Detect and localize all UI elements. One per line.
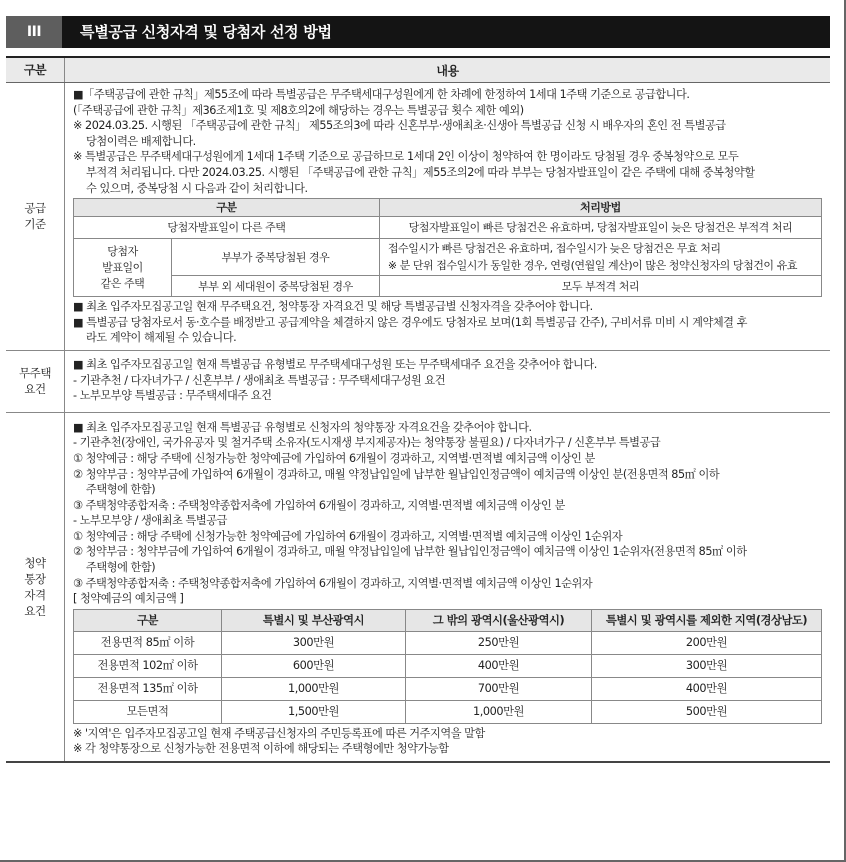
text-line: - 기관추천 / 다자녀가구 / 신혼부부 / 생애최초 특별공급 : 무주택세대구성원 요건 (73, 373, 446, 387)
table-row (74, 199, 822, 217)
table-row (74, 239, 822, 276)
inner-header-category: 구분 (74, 199, 380, 217)
text-line: 주택형에 한함) (86, 483, 156, 497)
account-content (65, 413, 830, 761)
account-label: 청약 통장 자격 요건 (6, 413, 65, 761)
section-title: 특별공급 신청자격 및 당첨자 선정 방법 (80, 23, 332, 41)
cell (379, 239, 821, 276)
deposit-table (73, 609, 822, 724)
table-row (74, 700, 822, 723)
cell: 전용면적 135㎡ 이하 (74, 677, 222, 700)
cell: 당첨자발표일이 다른 주택 (74, 217, 380, 239)
cell: 1,000만원 (406, 700, 592, 723)
text-line: ■ 최초 입주자모집공고일 현재 특별공급 유형별로 신청자의 청약통장 자격요건을 갖추어야 합니다. (73, 420, 532, 434)
cell: 전용면적 102㎡ 이하 (74, 654, 222, 677)
supply-criteria-label: 공급 기준 (6, 83, 65, 350)
table-row (74, 609, 822, 631)
text-line: ■「주택공급에 관한 규칙」제55조에 따라 특별공급은 무주택세대구성원에게 한 차례에 한정하여 1세대 1주택 기준으로 공급합니다. (73, 88, 690, 101)
table-row (74, 631, 822, 654)
text-line: ② 청약부금 : 청약부금에 가입하여 6개월이 경과하고, 매월 약정납입일에 납부한 월납입인정금액이 예치금액 이상인 분(전용면적 85㎡ 이하 (73, 467, 720, 481)
cell: 전용면적 85㎡ 이하 (74, 631, 222, 654)
text-line: - 노부모부양 / 생애최초 특별공급 (73, 514, 227, 528)
no-house-row (6, 351, 830, 413)
duplicate-win-table (73, 198, 822, 297)
text-line: ③ 주택청약종합저축 : 주택청약종합저축에 가입하여 6개월이 경과하고, 지역별·면적별 예치금액 이상인 분 (73, 498, 565, 512)
text-line: 당첨이력은 배제합니다. (86, 134, 196, 148)
text-line: 부적격 처리됩니다. 다만 2024.03.25. 시행된 「주택공급에 관한 규칙」제55조의2에 따라 부부는 당첨자발표일이 같은 주택에 대해 중복청약할 (86, 165, 755, 179)
text-line: 주택형에 한함) (86, 561, 156, 575)
cell: 300만원 (222, 631, 406, 654)
cell-line: 접수일시가 빠른 당첨건은 유효하며, 접수일시가 늦은 당첨건은 무효 처리 (387, 242, 721, 256)
account-row (6, 413, 830, 763)
cell-line: ※ 분 단위 접수일시가 동일한 경우, 연령(연월일 계산)이 많은 청약신청자의 당첨건이 유효 (387, 259, 798, 273)
text-line: ■ 최초 입주자모집공고일 현재 무주택요건, 청약통장 자격요건 및 해당 특별공급별 신청자격을 갖추어야 합니다. (73, 300, 593, 314)
cell-group: 당첨자 발표일이 같은 주택 (74, 239, 172, 297)
header-content: 내용 (436, 63, 459, 78)
text-line: ② 청약부금 : 청약부금에 가입하여 6개월이 경과하고, 매월 약정납입일에 납부한 월납입인정금액이 예치금액 이상인 1순위자(전용면적 85㎡ 이하 (73, 545, 747, 559)
cell: 200만원 (592, 631, 822, 654)
cell: 700만원 (406, 677, 592, 700)
supply-criteria-row (6, 83, 830, 351)
text-line: ■ 특별공급 당첨자로서 동·호수를 배정받고 공급계약을 체결하지 않은 경우에도 당첨자로 보며(1회 특별공급 간주), 구비서류 미비 시 계약체결 후 (73, 315, 747, 329)
text-line: - 노부모부양 특별공급 : 무주택세대주 요건 (73, 389, 272, 403)
cell: 400만원 (406, 654, 592, 677)
table-row (74, 654, 822, 677)
cell: 1,500만원 (222, 700, 406, 723)
qualification-table (6, 56, 830, 763)
cell: 600만원 (222, 654, 406, 677)
supply-criteria-content (65, 83, 830, 350)
text-line: ③ 주택청약종합저축 : 주택청약종합저축에 가입하여 6개월이 경과하고, 지역별·면적별 예치금액 이상인 1순위자 (73, 576, 593, 590)
text-line: ※ 특별공급은 무주택세대구성원에게 1세대 1주택 기준으로 공급하므로 1세대 2인 이상이 청약하여 한 명이라도 당첨될 경우 중복청약으로 모두 (73, 150, 739, 164)
cell: 400만원 (592, 677, 822, 700)
cell: 부부 외 세대원이 중복당첨된 경우 (172, 276, 380, 297)
header-category: 구분 (6, 58, 65, 82)
no-house-content (65, 351, 830, 412)
deposit-header: 그 밖의 광역시(울산광역시) (406, 609, 592, 631)
table-row (74, 677, 822, 700)
text-line: 수 있으며, 중복당첨 시 다음과 같이 처리합니다. (86, 181, 308, 195)
text-line: 라도 계약이 해제될 수 있습니다. (86, 331, 237, 345)
inner-header-method: 처리방법 (379, 199, 821, 217)
cell: 모든면적 (74, 700, 222, 723)
note-line: ※ '지역'은 입주자모집공고일 현재 주택공급신청자의 주민등록표에 따른 거주지역을 말함 (73, 726, 485, 740)
section-header (6, 16, 830, 48)
text-line: [ 청약예금의 예치금액 ] (73, 592, 184, 606)
note-line: ※ 각 청약통장으로 신청가능한 전용면적 이하에 해당되는 주택형에만 청약가능함 (73, 742, 449, 756)
table-row (74, 217, 822, 239)
cell: 300만원 (592, 654, 822, 677)
cell: 부부가 중복당첨된 경우 (172, 239, 380, 276)
cell: 모두 부적격 처리 (379, 276, 821, 297)
cell: 500만원 (592, 700, 822, 723)
table-row (74, 276, 822, 297)
text-line: - 기관추천(장애인, 국가유공자 및 철거주택 소유자(도시재생 부지제공자)는 청약통장 불필요) / 다자녀가구 / 신혼부부 특별공급 (73, 436, 661, 450)
deposit-header: 구분 (74, 609, 222, 631)
deposit-header: 특별시 및 부산광역시 (222, 609, 406, 631)
text-line: (「주택공급에 관한 규칙」제36조제1호 및 제8호의2에 해당하는 경우는 특별공급 횟수 제한 예외) (73, 103, 524, 117)
table-header-row (6, 58, 830, 83)
no-house-label: 무주택 요건 (6, 351, 65, 412)
text-line: ■ 최초 입주자모집공고일 현재 특별공급 유형별로 무주택세대구성원 또는 무주택세대주 요건을 갖추어야 합니다. (73, 357, 597, 371)
text-line: ① 청약예금 : 해당 주택에 신청가능한 청약예금에 가입하여 6개월이 경과하고, 지역별·면적별 예치금액 이상인 1순위자 (73, 529, 623, 543)
section-number: III (6, 16, 62, 48)
deposit-header: 특별시 및 광역시를 제외한 지역(경상남도) (592, 609, 822, 631)
text-line: ① 청약예금 : 해당 주택에 신청가능한 청약예금에 가입하여 6개월이 경과하고, 지역별·면적별 예치금액 이상인 분 (73, 451, 595, 465)
cell: 250만원 (406, 631, 592, 654)
text-line: ※ 2024.03.25. 시행된 「주택공급에 관한 규칙」 제55조의3에 따라 신혼부부·생애최초·신생아 특별공급 신청 시 배우자의 혼인 전 특별공급 (73, 119, 726, 133)
cell: 당첨자발표일이 빠른 당첨건은 유효하며, 당첨자발표일이 늦은 당첨건은 부적격 처리 (379, 217, 821, 239)
cell: 1,000만원 (222, 677, 406, 700)
